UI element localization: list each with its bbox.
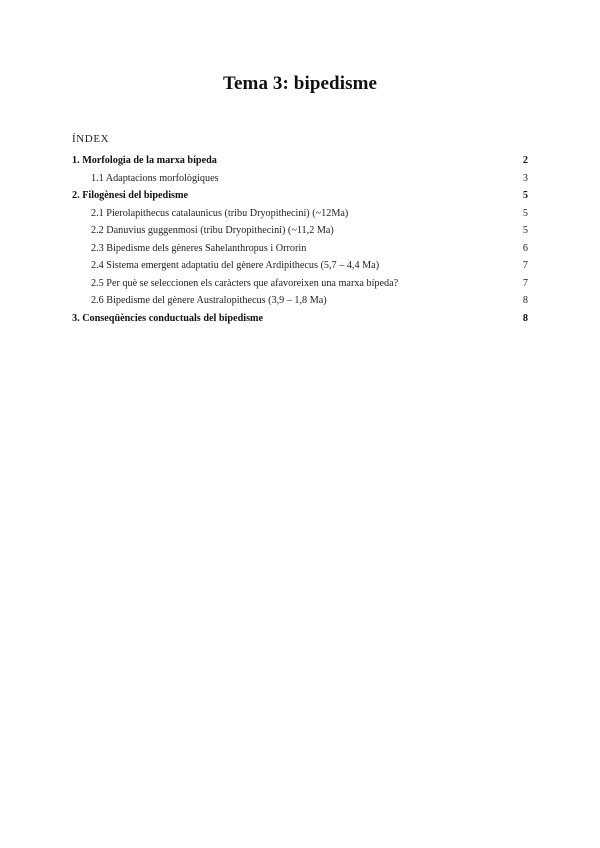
toc-entry-page: 8: [522, 295, 528, 306]
toc-entry-label[interactable]: 2.4 Sistema emergent adaptatiu del gènere Ardipithecus (5,7 – 4,4 Ma): [91, 260, 380, 271]
toc-entry-label[interactable]: 3. Conseqüències conductuals del bipedisme: [72, 312, 264, 324]
toc-entry-page: 5: [522, 207, 528, 219]
toc-entry-page: 7: [522, 277, 528, 289]
toc-entry[interactable]: [72, 240, 528, 258]
toc-entry-label[interactable]: 2.3 Bipedisme dels gèneres Sahelanthropus i Orrorin: [91, 242, 307, 254]
toc-entry-label[interactable]: 2.2 Danuvius guggenmosi (tribu Dryopithecini) (~11,2 Ma): [91, 225, 334, 236]
toc-entry-label[interactable]: 2.5 Per què se seleccionen els caràcters que afavoreixen una marxa bípeda?: [91, 277, 399, 289]
toc-entry-page: 5: [522, 190, 528, 201]
toc-entry[interactable]: [72, 152, 528, 170]
toc-entry[interactable]: [72, 170, 528, 188]
toc-entry[interactable]: [72, 310, 528, 328]
table-of-contents: [72, 152, 528, 327]
toc-entry[interactable]: [72, 275, 528, 293]
toc-entry[interactable]: [72, 257, 528, 275]
toc-entry-label[interactable]: 1.1 Adaptacions morfològiques: [91, 172, 219, 184]
toc-entry-page: 6: [522, 242, 528, 254]
toc-entry-page: 3: [522, 172, 528, 184]
toc-heading: ÍNDEX: [72, 133, 110, 145]
page-title: Tema 3: bipedisme: [222, 73, 378, 94]
toc-entry-label[interactable]: 2.6 Bipedisme del gènere Australopithecus (3,9 – 1,8 Ma): [91, 295, 327, 306]
toc-entry-page: 2: [522, 155, 528, 166]
toc-entry[interactable]: [72, 205, 528, 223]
toc-entry[interactable]: [72, 187, 528, 205]
toc-entry[interactable]: [72, 292, 528, 310]
toc-entry-label[interactable]: 2.1 Pierolapithecus catalaunicus (tribu Dryopithecini) (~12Ma): [91, 207, 349, 219]
toc-entry-label[interactable]: 1. Morfologia de la marxa bípeda: [72, 155, 217, 166]
toc-entry[interactable]: [72, 222, 528, 240]
toc-entry-page: 8: [522, 312, 528, 324]
toc-entry-label[interactable]: 2. Filogènesi del bipedisme: [72, 190, 189, 201]
toc-entry-page: 5: [522, 225, 528, 236]
toc-entry-page: 7: [522, 260, 528, 271]
